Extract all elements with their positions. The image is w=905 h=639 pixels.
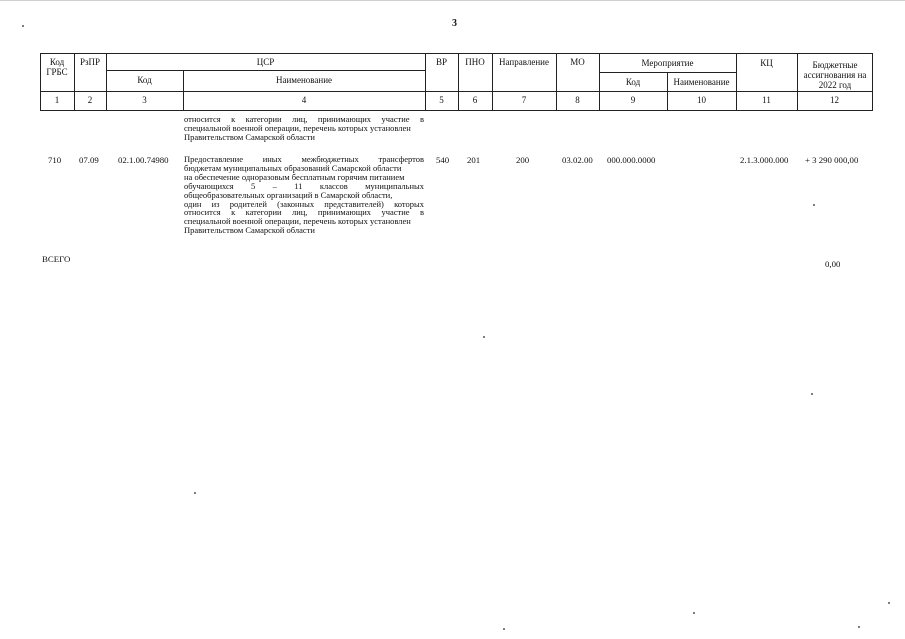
scan-speck xyxy=(888,602,890,604)
header-vr: ВР xyxy=(435,57,447,67)
header-pno: ПНО xyxy=(465,57,485,67)
col-divider xyxy=(872,53,873,110)
col-number: 8 xyxy=(575,95,580,105)
col-number: 7 xyxy=(521,95,527,105)
page-number: 3 xyxy=(452,18,457,29)
header-top-border xyxy=(40,53,873,54)
text-line: Правительством Самарской области xyxy=(184,131,315,142)
text-line: относится к категории лиц, принимающих участие в xyxy=(184,114,424,124)
page-top-edge xyxy=(0,0,905,1)
text-line: общеобразовательных организаций в Самарской области, xyxy=(184,189,393,200)
scan-speck xyxy=(811,393,813,395)
row-csr-code: 02.1.00.74980 xyxy=(118,155,169,165)
total-amount: 0,00 xyxy=(825,259,841,269)
header-kod-grbs: Код ГРБС xyxy=(46,57,68,77)
col-number: 11 xyxy=(762,95,771,105)
row-rzpr: 07.09 xyxy=(79,155,99,165)
scan-speck xyxy=(813,204,815,206)
text-line: Правительством Самарской области xyxy=(184,225,315,236)
col-number: 6 xyxy=(472,95,478,105)
text-line: специальной военной операции, перечень которых установлен xyxy=(184,122,411,133)
text-line: специальной военной операции, перечень которых установлен xyxy=(184,216,411,227)
row-amount: + 3 290 000,00 xyxy=(805,155,859,165)
text-line: на обеспечение одноразовым бесплатным горячим питанием xyxy=(184,171,405,182)
row-meropr-kod: 000.000.0000 xyxy=(607,155,656,165)
header-csr-kod: Код xyxy=(137,75,152,85)
col-number: 4 xyxy=(301,95,307,105)
col-number: 3 xyxy=(142,95,147,105)
col-number: 5 xyxy=(439,95,444,105)
header-budget: Бюджетные ассигнования на 2022 год xyxy=(803,60,867,90)
header-csr: ЦСР xyxy=(256,57,275,67)
col-number: 10 xyxy=(697,95,706,105)
text-line: относится к категории лиц, принимающих участие в xyxy=(184,207,424,218)
header-csr-name: Наименование xyxy=(275,75,333,85)
col-number: 9 xyxy=(630,95,636,105)
row-vr: 540 xyxy=(436,155,450,165)
header-meropr: Мероприятие xyxy=(641,58,694,68)
scan-speck xyxy=(483,336,485,338)
scan-speck xyxy=(22,25,24,27)
header-bottom-border xyxy=(40,110,873,111)
total-label: ВСЕГО xyxy=(42,254,71,264)
header-numbers-border xyxy=(40,91,873,92)
header-meropr-name: Наименование xyxy=(673,77,730,87)
text-line: обучающихся 5 – 11 классов муниципальных xyxy=(184,180,424,191)
text-line: Предоставление иных межбюджетных трансфертов xyxy=(184,154,424,164)
header-meropr-kod: Код xyxy=(625,77,641,87)
scan-speck xyxy=(194,492,196,494)
scan-speck xyxy=(503,628,505,630)
col-number: 2 xyxy=(87,95,93,105)
scan-speck xyxy=(693,612,695,614)
row-pno: 201 xyxy=(467,155,481,165)
row-kc: 2.1.3.000.000 xyxy=(740,155,789,165)
continuation-text xyxy=(184,115,424,142)
header-rzpr: РзПР xyxy=(79,57,101,67)
header-mo: МО xyxy=(570,57,585,67)
col-number: 1 xyxy=(54,95,60,105)
header-napr: Направление xyxy=(499,57,549,67)
row-name xyxy=(184,155,424,235)
header-kc: КЦ xyxy=(760,58,773,68)
row-kod-grbs: 710 xyxy=(48,155,62,165)
col-number: 12 xyxy=(830,95,839,105)
text-line: один из родителей (законных представителей) которых xyxy=(184,198,424,209)
row-mo: 03.02.00 xyxy=(562,155,593,165)
csr-subheader-border xyxy=(106,70,425,71)
scan-speck xyxy=(858,626,860,628)
text-line: бюджетам муниципальных образований Самарской области xyxy=(184,162,402,173)
row-napr: 200 xyxy=(516,155,530,165)
